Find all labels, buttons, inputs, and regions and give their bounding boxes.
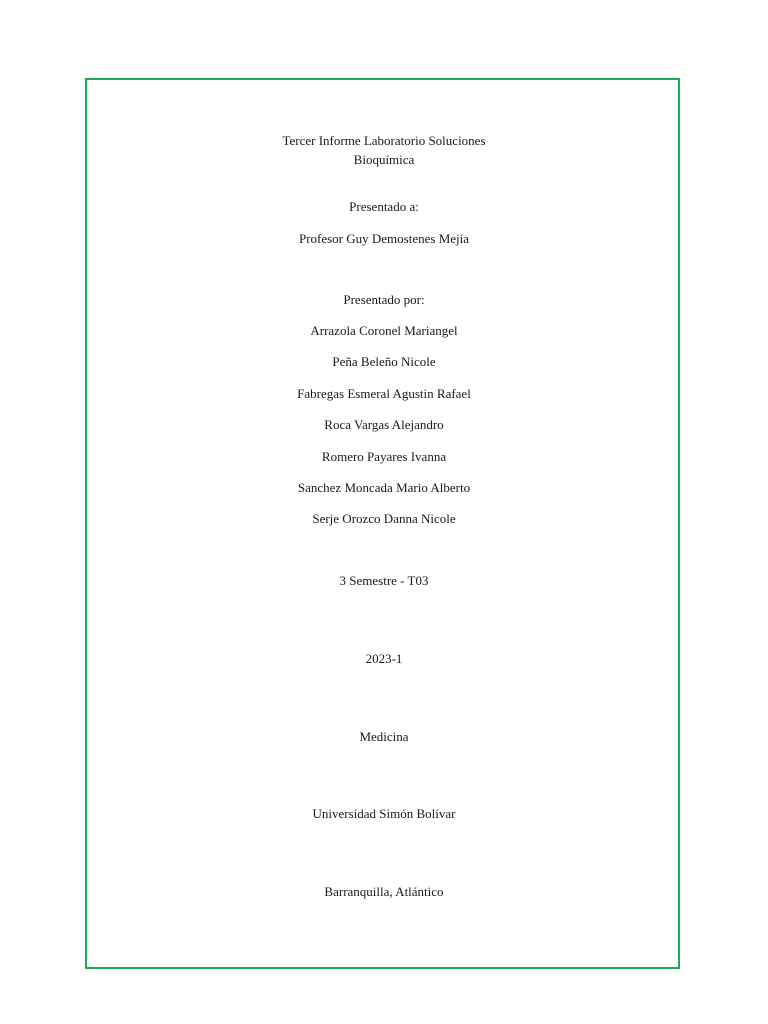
location-text: Barranquilla, Atlántico (324, 884, 444, 899)
author-name: Romero Payares Ivanna (321, 449, 447, 464)
author-name: Peña Beleño Nicole (332, 354, 436, 369)
document-title-line-2: Bioquímica (353, 152, 415, 167)
program-text: Medicina (359, 729, 409, 744)
author-name: Arrazola Coronel Mariangel (310, 323, 458, 338)
author-name: Serje Orozco Danna Nicole (312, 511, 456, 526)
university-text: Universidad Simón Bolívar (312, 806, 456, 821)
presented-to-label: Presentado a: (349, 199, 419, 214)
author-name: Fabregas Esmeral Agustin Rafael (297, 386, 471, 401)
period-text: 2023-1 (365, 651, 403, 666)
author-name: Sanchez Moncada Mario Alberto (297, 480, 471, 495)
presented-by-label: Presentado por: (343, 292, 425, 307)
professor-name: Profesor Guy Demostenes Mejia (298, 231, 470, 246)
author-name: Roca Vargas Alejandro (324, 417, 444, 432)
semester-text: 3 Semestre - T03 (339, 573, 429, 588)
document-title-line-1: Tercer Informe Laboratorio Soluciones (282, 133, 486, 148)
